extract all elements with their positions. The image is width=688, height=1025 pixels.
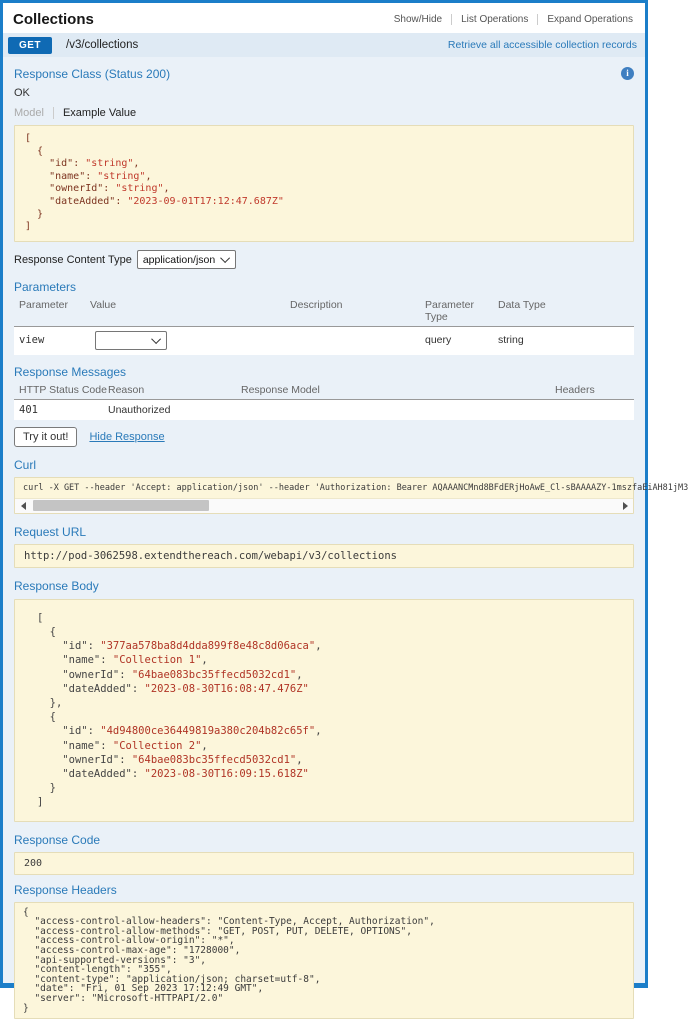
curl-scrollbar-thumb[interactable] — [33, 500, 209, 511]
response-messages-table-header — [14, 384, 634, 400]
top-nav — [385, 14, 635, 25]
curl-command: curl -X GET --header 'Accept: application/json' --header 'Authorization: Bearer AQAAANCMnd8BFdERjHoAwE_Cl-sBAAAAZY-1mszfaEiAH81jM3 — [23, 482, 688, 493]
curl-scrollbar[interactable] — [15, 498, 633, 513]
response-body-heading: Response Body — [14, 578, 99, 593]
response-class-heading: Response Class (Status 200) — [14, 67, 171, 81]
curl-block — [14, 477, 688, 514]
col-http-status-code: HTTP Status Code — [19, 383, 107, 396]
col-parameter-type: Parameter Type — [425, 298, 475, 323]
show-hide-link[interactable]: Show/Hide — [393, 13, 443, 25]
scroll-right-arrow-icon[interactable] — [617, 498, 633, 513]
request-url-value: http://pod-3062598.extendthereach.com/webapi/v3/collections — [14, 544, 634, 568]
list-operations-link[interactable]: List Operations — [451, 14, 537, 25]
param-name: view — [19, 334, 45, 347]
response-messages-heading: Response Messages — [14, 364, 127, 379]
view-param-select[interactable] — [95, 331, 167, 350]
col-reason: Reason — [108, 383, 145, 396]
parameter-row-view — [14, 327, 634, 355]
endpoint-path: /v3/collections — [66, 39, 139, 51]
response-message-row-401 — [14, 400, 634, 420]
operation-content — [3, 57, 688, 1025]
expand-operations-link[interactable]: Expand Operations — [537, 14, 635, 25]
tab-model[interactable]: Model — [14, 107, 54, 119]
col-description: Description — [290, 298, 343, 311]
parameters-heading: Parameters — [14, 279, 77, 294]
curl-scrollbar-track[interactable] — [31, 498, 617, 513]
parameters-table-header — [14, 299, 634, 327]
hide-response-link[interactable]: Hide Response — [89, 430, 165, 443]
response-content-type-value: application/json — [142, 253, 216, 266]
response-content-type-select[interactable] — [137, 250, 236, 269]
param-data-type: string — [498, 334, 524, 347]
request-url-heading: Request URL — [14, 524, 87, 539]
curl-heading: Curl — [14, 457, 37, 472]
method-badge: GET — [8, 37, 52, 54]
tab-example-value[interactable]: Example Value — [62, 107, 137, 119]
info-icon[interactable]: i — [621, 67, 634, 80]
top-bar — [3, 3, 645, 33]
scroll-left-arrow-icon[interactable] — [15, 498, 31, 513]
endpoint-bar[interactable] — [3, 33, 645, 57]
response-body-code: [ { "id": "377aa578ba8d4dda899f8e48c8d06aca", "name": "Collection 1", "ownerId": "64bae083bc35ffecd5032cd1", "dateAdded": "2023-08-30T16:08:47.476Z" }, { "id": "4d94800ce36449819a380c204b82c65f", "name": "Collection 2", "ownerId": "64bae083bc35ffecd5032cd1", "dateAdded": "2023-08-30T16:09:15.618Z" } ] — [14, 599, 634, 822]
response-headers-heading: Response Headers — [14, 882, 117, 897]
snippet-tabs — [14, 107, 634, 119]
try-it-out-button[interactable]: Try it out! — [14, 427, 77, 447]
param-type: query — [425, 334, 452, 347]
endpoint-summary-link[interactable]: Retrieve all accessible collection records — [447, 39, 637, 51]
response-content-type-label: Response Content Type — [14, 253, 132, 266]
response-class-description: OK — [14, 87, 30, 99]
col-data-type: Data Type — [498, 298, 546, 311]
col-headers: Headers — [555, 383, 595, 396]
col-value: Value — [90, 298, 117, 311]
col-response-model: Response Model — [241, 383, 320, 396]
chevron-down-icon — [151, 334, 161, 344]
chevron-down-icon — [220, 253, 230, 263]
response-code-heading: Response Code — [14, 832, 101, 847]
status-code: 401 — [19, 403, 38, 416]
response-code-value: 200 — [14, 852, 634, 875]
page-title: Collections — [13, 10, 94, 28]
response-headers-code: { "access-control-allow-headers": "Content-Type, Accept, Authorization", "access-control-allow-methods": "GET, POST, PUT, DELETE, OPTIONS", "access-control-allow-origin": "*", "access-control-max-age": "1728000", "api-supported-versions": "3", "content-length": "355", "content-type": "application/json; charset=utf-8", "date": "Fri, 01 Sep 2023 17:12:49 GMT", "server": "Microsoft-HTTPAPI/2.0" } — [14, 902, 634, 1020]
col-parameter: Parameter — [19, 298, 69, 311]
example-value-code: [ { "id": "string", "name": "string", "ownerId": "string", "dateAdded": "2023-09-01T17:12:47.687Z" } ] — [14, 125, 634, 242]
status-reason: Unauthorized — [108, 403, 171, 416]
